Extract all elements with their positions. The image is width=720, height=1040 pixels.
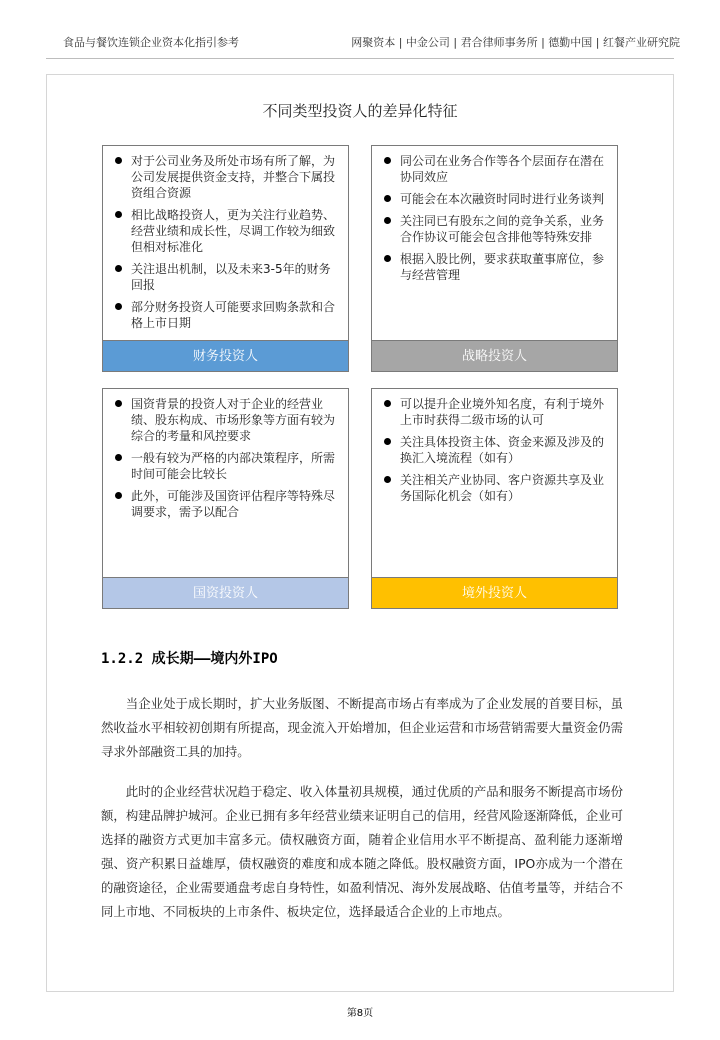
bullet-list [103,389,348,520]
list-item: 可以提升企业境外知名度，有利于境外上市时获得二级市场的认可 [382,396,607,428]
investor-card-state-owned [102,388,349,609]
bullet-icon [384,438,391,445]
bullet-icon [384,195,391,202]
card-label-state-owned: 国资投资人 [102,577,349,609]
page-number: 第8页 [346,1008,374,1019]
bullet-list [372,146,617,283]
bullet-list [372,389,617,504]
bullet-icon [115,265,122,272]
bullet-icon [115,157,122,164]
investor-card-financial [102,145,349,372]
document-title: 食品与餐饮连锁企业资本化指引参考 [63,36,239,49]
body-paragraph: 当企业处于成长期时，扩大业务版图、不断提高市场占有率成为了企业发展的首要目标，虽然收益水平相较初创期有所提高，现金流入开始增加，但企业运营和市场营销需要大量资金仍需寻求外部融资工具的加持。 [101,696,623,759]
bullet-icon [115,400,122,407]
bullet-icon [115,454,122,461]
card-label-strategic: 战略投资人 [371,340,618,372]
list-item: 此外，可能涉及国资评估程序等特殊尽调要求，需予以配合 [113,488,338,520]
list-item: 相比战略投资人，更为关注行业趋势、经营业绩和成长性，尽调工作较为细致但相对标准化 [113,207,338,255]
card-label-overseas: 境外投资人 [371,577,618,609]
list-item: 根据入股比例，要求获取董事席位，参与经营管理 [382,251,607,283]
bullet-icon [384,400,391,407]
body-paragraph: 此时的企业经营状况趋于稳定、收入体量初具规模，通过优质的产品和服务不断提高市场份额，构建品牌护城河。企业已拥有多年经营业绩来证明自己的信用，经营风险逐渐降低，企业可选择的融资方式更加丰富多元。债权融资方面，随着企业信用水平不断提高、盈利能力逐渐增强、资产积累日益雄厚，债权融资的难度和成本随之降低。股权融资方面，IPO亦成为一个潜在的融资途径，企业需要通盘考虑自身特性，如盈利情况、海外发展战略、估值考量等，并结合不同上市地、不同板块的上市条件、板块定位，选择最适合企业的上市地点。 [101,784,623,919]
list-item: 一般有较为严格的内部决策程序，所需时间可能会比较长 [113,450,338,482]
investor-card-overseas [371,388,618,609]
list-item: 可能会在本次融资时同时进行业务谈判 [382,191,607,207]
bullet-icon [115,492,122,499]
figure-title: 不同类型投资人的差异化特征 [262,102,458,120]
list-item: 同公司在业务合作等各个层面存在潜在协同效应 [382,153,607,185]
list-item: 关注具体投资主体、资金来源及涉及的换汇入境流程（如有） [382,434,607,466]
bullet-icon [115,303,122,310]
list-item: 部分财务投资人可能要求回购条款和合格上市日期 [113,299,338,331]
investor-card-strategic [371,145,618,372]
bullet-icon [384,217,391,224]
bullet-icon [115,211,122,218]
bullet-icon [384,157,391,164]
list-item: 国资背景的投资人对于企业的经营业绩、股东构成、市场形象等方面有较为综合的考量和风控要求 [113,396,338,444]
list-item: 关注相关产业协同、客户资源共享及业务国际化机会（如有） [382,472,607,504]
bullet-list [103,146,348,331]
contributor-list: 网聚资本 | 中金公司 | 君合律师事务所 | 德勤中国 | 红餐产业研究院 [351,36,680,49]
section-heading: 1.2.2 成长期——境内外IPO [101,651,278,667]
bullet-icon [384,255,391,262]
list-item: 对于公司业务及所处市场有所了解，为公司发展提供资金支持，并整合下属投资组合资源 [113,153,338,201]
list-item: 关注退出机制，以及未来3-5年的财务回报 [113,261,338,293]
card-label-financial: 财务投资人 [102,340,349,372]
page-header [63,34,680,52]
header-divider [46,58,674,59]
bullet-icon [384,476,391,483]
list-item: 关注同已有股东之间的竞争关系，业务合作协议可能会包含排他等特殊安排 [382,213,607,245]
